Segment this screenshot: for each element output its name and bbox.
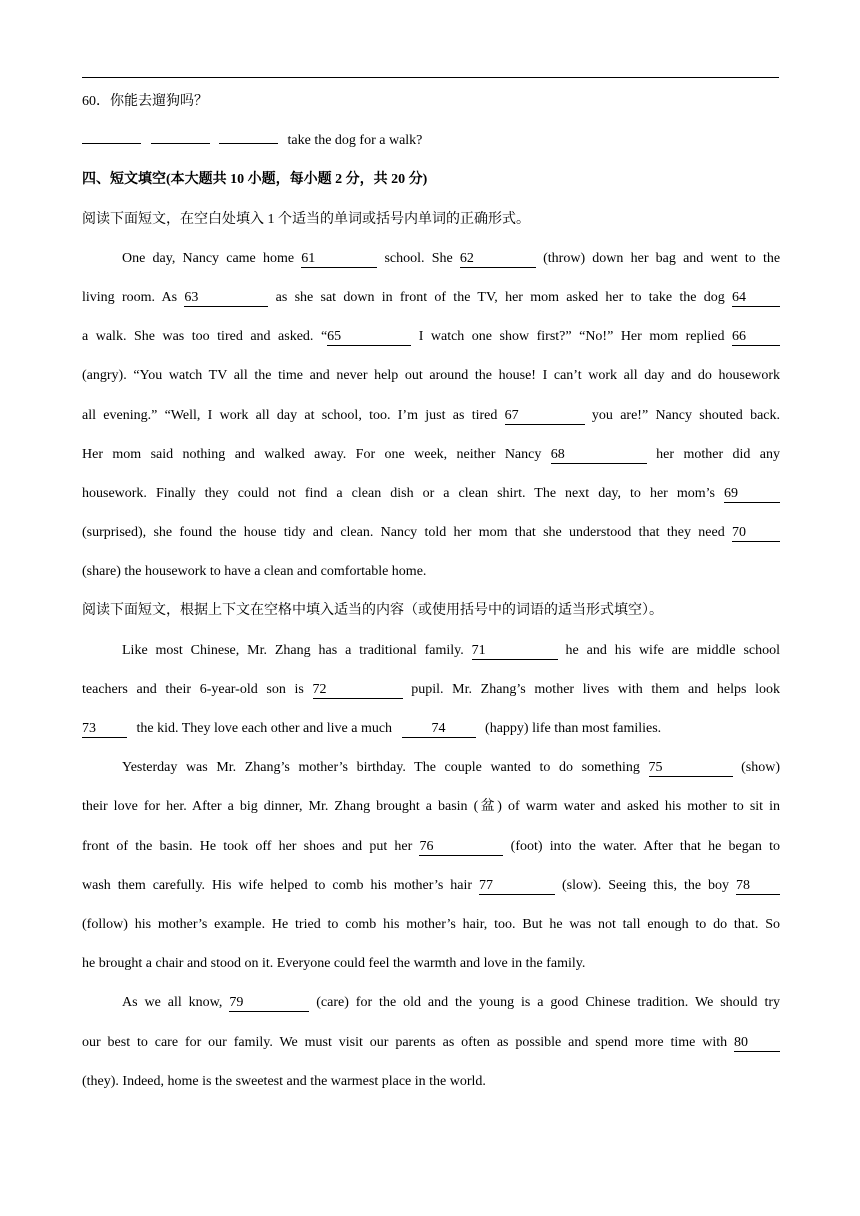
section-title: 四、短文填空(本大题共 10 小题，每小题 2 分，共 20 分) xyxy=(82,172,428,188)
text-segment: wash them carefully. His wife helped to comb his mother’s hair xyxy=(82,877,473,893)
blank-80[interactable]: 80 xyxy=(734,1035,780,1052)
text-segment: (surprised), she found the house tidy and clean. Nancy told her mom that she understood that they need xyxy=(82,525,725,541)
blank-66[interactable]: 66 xyxy=(732,329,780,346)
text-segment: all evening.” “Well, I work all day at school, too. I’m just as tired xyxy=(82,407,498,423)
text-segment: as she sat down in front of the TV, her mom asked her to take the dog xyxy=(275,289,725,305)
passage2-line xyxy=(82,639,780,678)
text-segment: As we all know, xyxy=(122,995,223,1011)
text-segment: he and his wife are middle school xyxy=(565,642,781,658)
passage2-line xyxy=(82,874,780,913)
passage1-line xyxy=(82,325,780,364)
text-segment: her mother did any xyxy=(656,446,781,462)
passage2-line xyxy=(82,717,780,756)
passage2-line xyxy=(82,1031,780,1070)
text-segment: school. She xyxy=(384,250,453,266)
blank-70[interactable]: 70 xyxy=(732,525,780,542)
q60-prompt: 60．你能去遛狗吗？ xyxy=(82,94,208,109)
passage1-line: (share) the housework to have a clean and comfortable home. xyxy=(82,564,427,580)
page-content xyxy=(82,90,780,1109)
text-segment: (slow). Seeing this, the boy xyxy=(561,877,730,893)
passage2-line: their love for her. After a big dinner, Mr. Zhang brought a basin (盆) of warm water and asked his mother to sit in xyxy=(82,799,780,815)
q60-tail: take the dog for a walk? xyxy=(287,133,423,149)
blank-74[interactable]: 74 xyxy=(402,721,476,738)
text-segment: (throw) down her bag and went to the xyxy=(543,250,781,266)
q60-blank-3[interactable] xyxy=(219,129,278,144)
passage2-line xyxy=(82,835,780,874)
text-segment: Like most Chinese, Mr. Zhang has a traditional family. xyxy=(122,642,464,658)
text-segment: One day, Nancy came home xyxy=(122,250,295,266)
text-segment: our best to care for our family. We must visit our parents as often as possible and spend more time with xyxy=(82,1034,728,1050)
passage2-line: (they). Indeed, home is the sweetest and the warmest place in the world. xyxy=(82,1073,486,1089)
passage2-line: (follow) his mother’s example. He tried to comb his mother’s hair, too. But he was not tall enough to do that. So xyxy=(82,916,780,932)
instruction-2: 阅读下面短文，根据上下文在空格中填入适当的内容（或使用括号中的词语的适当形式填空）。 xyxy=(82,603,663,619)
passage1-line xyxy=(82,404,780,443)
q60-answer-line xyxy=(82,129,780,168)
text-segment: teachers and their 6-year-old son is xyxy=(82,681,304,697)
blank-64[interactable]: 64 xyxy=(732,290,780,307)
text-segment: (happy) life than most families. xyxy=(485,721,662,736)
q60-blank-2[interactable] xyxy=(151,129,210,144)
text-segment: a walk. She was too tired and asked. “ xyxy=(82,329,328,345)
passage1-line xyxy=(82,286,780,325)
text-segment: you are!” Nancy shouted back. xyxy=(591,407,781,423)
passage1-line xyxy=(82,521,780,560)
text-segment: I watch one show first?” “No!” Her mom replied xyxy=(418,329,725,345)
top-divider xyxy=(82,77,779,78)
passage1-line xyxy=(82,482,780,521)
text-segment: living room. As xyxy=(82,289,178,305)
text-segment: housework. Finally they could not find a clean dish or a clean shirt. The next day, to her mom’s xyxy=(82,485,715,501)
text-segment: (care) for the old and the young is a good Chinese tradition. We should try xyxy=(316,995,781,1011)
blank-77[interactable]: 77 xyxy=(479,878,555,895)
blank-63[interactable]: 63 xyxy=(184,290,268,307)
blank-71[interactable]: 71 xyxy=(472,643,558,660)
blank-79[interactable]: 79 xyxy=(229,995,309,1012)
text-segment: (show) xyxy=(741,760,781,776)
passage1-line xyxy=(82,443,780,482)
passage2-line xyxy=(82,991,780,1030)
passage1-line xyxy=(82,247,780,286)
blank-68[interactable]: 68 xyxy=(551,447,647,464)
blank-78[interactable]: 78 xyxy=(736,878,780,895)
text-segment: Her mom said nothing and walked away. For one week, neither Nancy xyxy=(82,446,542,462)
passage2-line xyxy=(82,756,780,795)
text-segment: front of the basin. He took off her shoes and put her xyxy=(82,838,413,854)
blank-72[interactable]: 72 xyxy=(313,682,403,699)
blank-65[interactable]: 65 xyxy=(327,329,411,346)
text-segment: (foot) into the water. After that he began to xyxy=(510,838,780,854)
text-segment: pupil. Mr. Zhang’s mother lives with them and helps look xyxy=(411,681,781,697)
blank-75[interactable]: 75 xyxy=(649,760,733,777)
instruction-1: 阅读下面短文，在空白处填入 1 个适当的单词或括号内单词的正确形式。 xyxy=(82,211,530,227)
blank-73[interactable]: 73 xyxy=(82,721,127,738)
blank-69[interactable]: 69 xyxy=(724,486,780,503)
text-segment: the kid. They love each other and live a much xyxy=(136,721,393,736)
passage2-line: he brought a chair and stood on it. Everyone could feel the warmth and love in the family. xyxy=(82,956,586,972)
blank-62[interactable]: 62 xyxy=(460,251,536,268)
q60-blank-1[interactable] xyxy=(82,129,141,144)
text-segment: Yesterday was Mr. Zhang’s mother’s birthday. The couple wanted to do something xyxy=(122,760,640,776)
blank-67[interactable]: 67 xyxy=(505,408,585,425)
passage2-line xyxy=(82,678,780,717)
passage1-line: (angry). “You watch TV all the time and never help out around the house! I can’t work all day and do housework xyxy=(82,368,780,384)
blank-61[interactable]: 61 xyxy=(301,251,377,268)
blank-76[interactable]: 76 xyxy=(419,839,503,856)
